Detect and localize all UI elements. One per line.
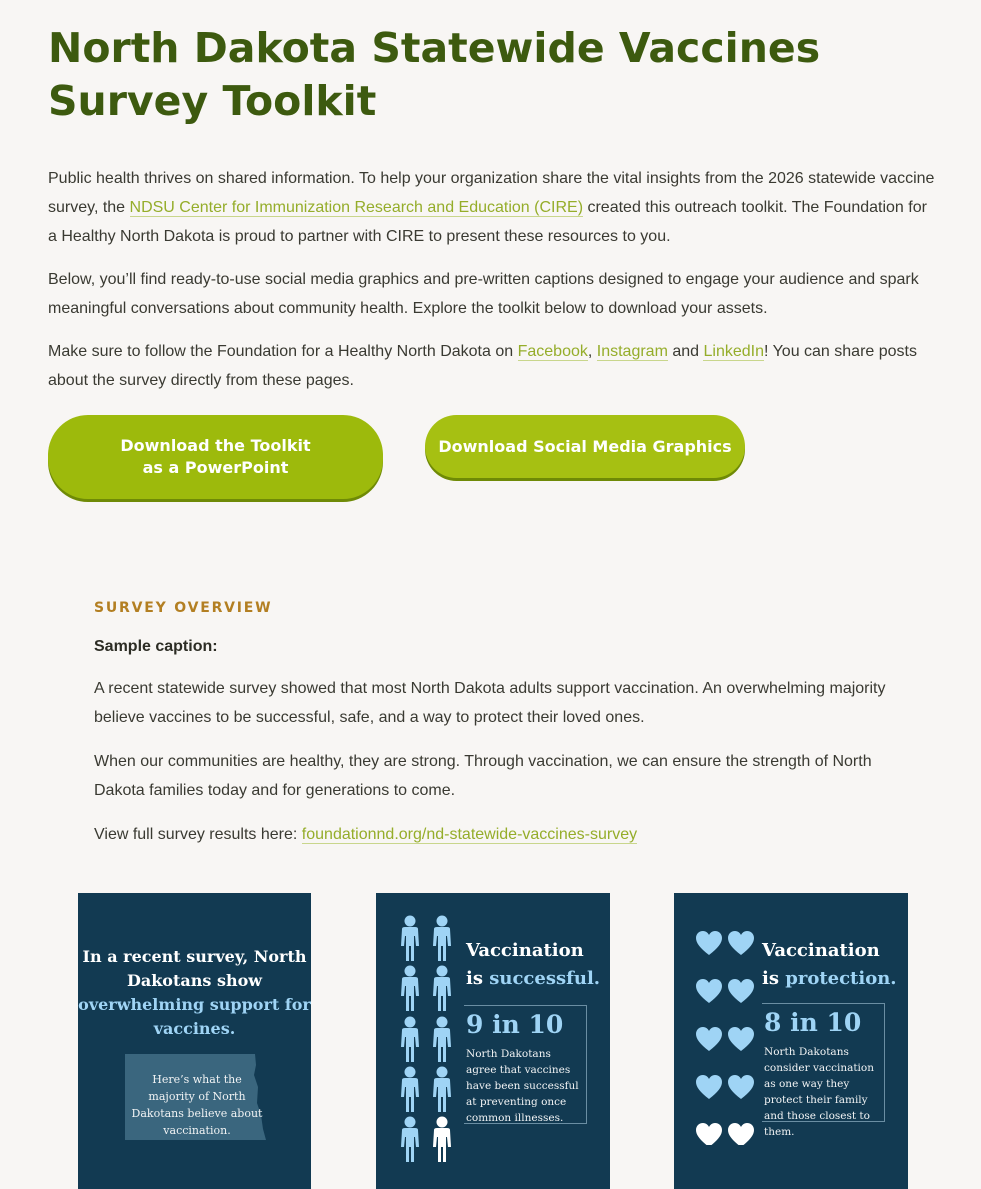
person-icon-grid xyxy=(398,915,458,1165)
tile-headline xyxy=(466,937,606,993)
stat-description: North Dakotans consider vaccination as one way they protect their family and those closest to them. xyxy=(764,1046,874,1138)
person-icon xyxy=(401,916,419,962)
download-graphics-button[interactable]: Download Social Media Graphics xyxy=(425,415,745,478)
heart-icon-highlight xyxy=(728,1123,754,1145)
heart-icon-grid xyxy=(696,915,758,1145)
tile-headline-text: is xyxy=(762,968,786,989)
survey-overview-section xyxy=(94,600,894,864)
heart-icon xyxy=(696,1075,722,1099)
survey-results-link[interactable]: foundationnd.org/nd-statewide-vaccines-survey xyxy=(301,826,638,843)
stat-number: 8 in 10 xyxy=(764,1008,862,1037)
intro-paragraph-2: Below, you’ll find ready-to-use social media graphics and pre-written captions designed to engage your audience and spark meaningful conversations about community health. Explore the toolkit below to download your assets. xyxy=(48,271,919,317)
stat-box xyxy=(762,1003,885,1138)
intro-text: and xyxy=(667,343,704,360)
person-icon xyxy=(433,1067,451,1113)
heart-icon-highlight xyxy=(696,1123,722,1145)
heart-icon xyxy=(696,979,722,1003)
tile-headline-accent: overwhelming support for vaccines. xyxy=(78,995,311,1038)
download-powerpoint-button[interactable]: Download the Toolkit as a PowerPoint xyxy=(48,415,383,499)
heart-icon xyxy=(696,1027,722,1051)
intro-paragraph-3 xyxy=(48,337,938,395)
facebook-link[interactable]: Facebook xyxy=(517,343,588,360)
tile-headline-line xyxy=(762,965,902,993)
person-icon xyxy=(433,1017,451,1063)
intro-text: created this outreach toolkit. The Foundation for a Healthy North Dakota is proud to partner with CIRE to present these resources to you. xyxy=(48,199,927,245)
intro-paragraph-1 xyxy=(48,164,938,251)
caption-text: View full survey results here: xyxy=(94,826,302,843)
intro-text: , xyxy=(587,343,597,360)
heart-icon xyxy=(728,1075,754,1099)
caption-paragraph-1: A recent statewide survey showed that most North Dakota adults support vaccination. An overwhelming majority believe vaccines to be successful, safe, and a way to protect their loved ones. xyxy=(94,680,886,726)
heart-icon xyxy=(728,979,754,1003)
page-title: North Dakota Statewide Vaccines Survey Toolkit xyxy=(48,24,821,125)
person-icon xyxy=(401,1067,419,1113)
person-icon xyxy=(401,1017,419,1063)
intro-text: Make sure to follow the Foundation for a Healthy North Dakota on xyxy=(48,343,518,360)
graphic-tile-successful[interactable] xyxy=(376,893,610,1189)
heart-icon xyxy=(728,1027,754,1051)
tile-headline-accent: protection. xyxy=(785,968,897,989)
tile-headline-accent: successful. xyxy=(489,968,601,989)
caption-label: Sample caption: xyxy=(94,638,218,655)
graphic-tile-overview[interactable] xyxy=(78,893,311,1189)
tile-subtext: Here’s what the majority of North Dakotans believe about vaccination. xyxy=(131,1073,263,1137)
intro-text: ! You can share posts about the survey directly from these pages. xyxy=(48,343,917,389)
person-icon xyxy=(401,1117,419,1163)
section-heading: SURVEY OVERVIEW xyxy=(94,600,273,616)
heart-icon xyxy=(728,931,754,955)
person-icon xyxy=(433,916,451,962)
tile-headline xyxy=(762,937,902,993)
caption-paragraph-2: When our communities are healthy, they are strong. Through vaccination, we can ensure the strength of North Dakota families today and for generations to come. xyxy=(94,753,872,799)
person-icon xyxy=(401,966,419,1012)
stat-box xyxy=(464,1005,587,1124)
tile-headline xyxy=(78,945,311,1041)
person-icon-highlight xyxy=(433,1117,451,1163)
intro-text: Public health thrives on shared information. To help your organization share the vital insights from the 2026 statewide vaccine survey, the xyxy=(48,170,935,216)
tile-headline-line xyxy=(466,965,606,993)
cire-link[interactable]: NDSU Center for Immunization Research and Education (CIRE) xyxy=(129,199,584,216)
caption-paragraph-3 xyxy=(94,820,894,849)
tile-headline-line: Vaccination xyxy=(762,940,880,961)
tile-headline-line: Vaccination xyxy=(466,940,584,961)
heart-icon xyxy=(696,931,722,955)
instagram-link[interactable]: Instagram xyxy=(596,343,668,360)
graphic-tile-protection[interactable] xyxy=(674,893,908,1189)
tile-headline-text: In a recent survey, North Dakotans show xyxy=(82,947,307,990)
intro-section xyxy=(48,164,938,409)
linkedin-link[interactable]: LinkedIn xyxy=(703,343,764,360)
stat-description: North Dakotans agree that vaccines have been successful at preventing once common illnesses. xyxy=(466,1048,579,1124)
stat-number: 9 in 10 xyxy=(466,1010,564,1039)
tile-headline-text: is xyxy=(466,968,490,989)
person-icon xyxy=(433,966,451,1012)
